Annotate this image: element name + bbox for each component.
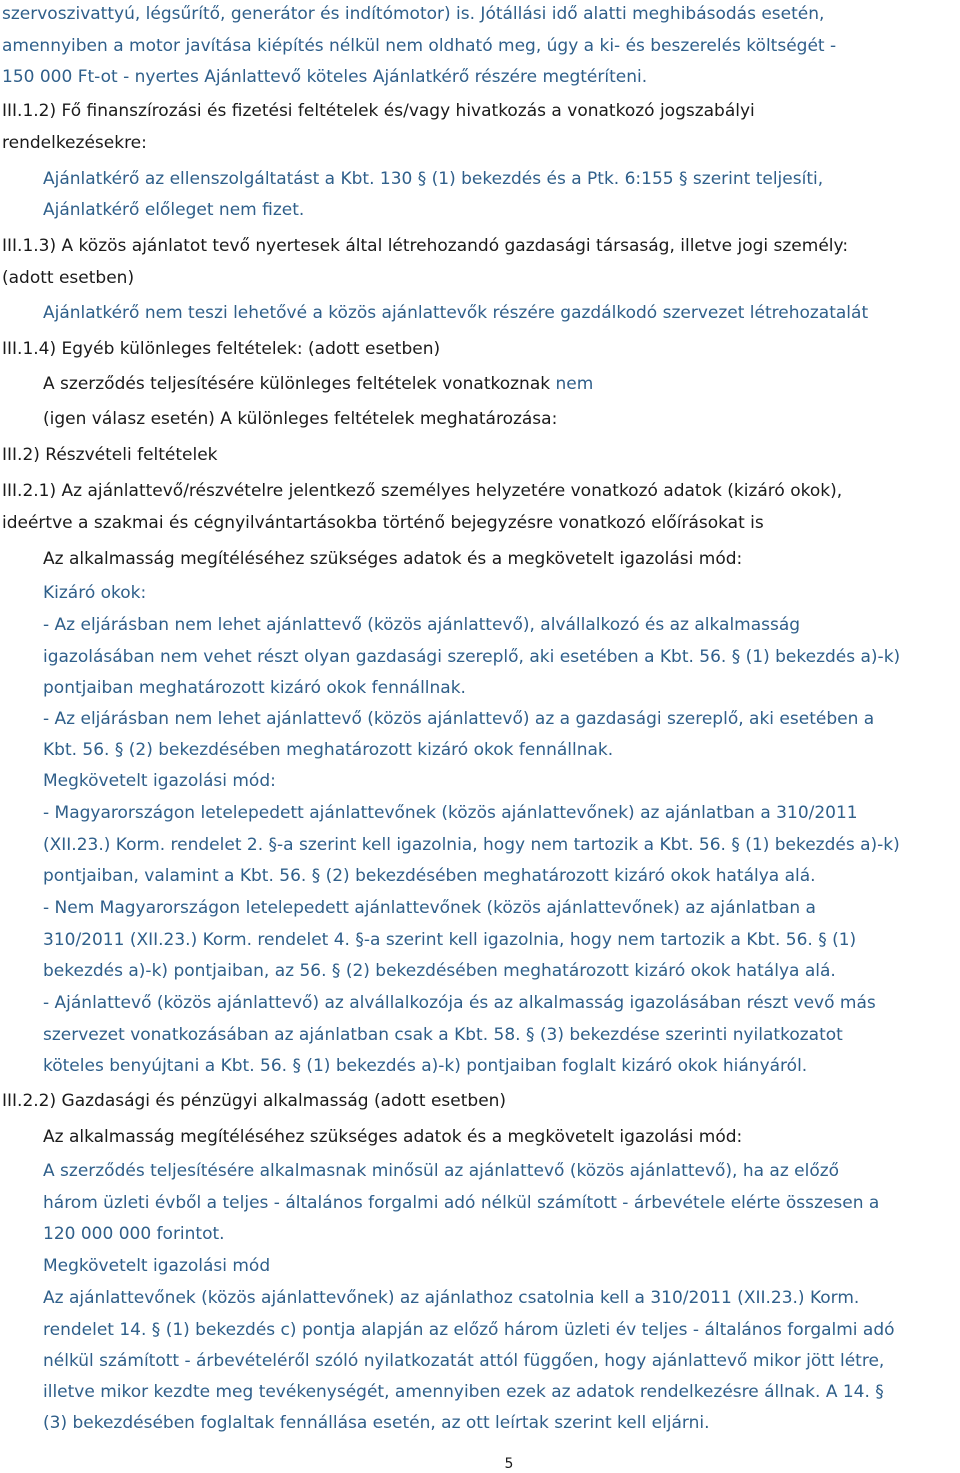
section-body-line: Az ajánlattevőnek (közös ajánlattevőnek) az ajánlathoz csatolnia kell a 310/2011 (XII.23.) Korm.: [43, 1288, 860, 1308]
section-heading: III.1.3) A közös ajánlatot tevő nyertesek által létrehozandó gazdasági társaság, illetve jogi személy:: [2, 236, 849, 256]
subsection-heading: Az alkalmasság megítéléséhez szükséges adatok és a megkövetelt igazolási mód:: [43, 1127, 743, 1147]
section-heading: ideértve a szakmai és cégnyilvántartásokba történő bejegyzésre vonatkozó előírásokat is: [2, 513, 764, 533]
section-body-line: - Ajánlattevő (közös ajánlattevő) az alvállalkozója és az alkalmasság igazolásában részt vevő más: [43, 993, 876, 1013]
page-number: 5: [504, 1456, 514, 1472]
subsection-heading: Az alkalmasság megítéléséhez szükséges adatok és a megkövetelt igazolási mód:: [43, 549, 743, 569]
section-heading: III.2.2) Gazdasági és pénzügyi alkalmasság (adott esetben): [2, 1091, 507, 1111]
section-body-line: (XII.23.) Korm. rendelet 2. §-a szerint kell igazolnia, hogy nem tartozik a Kbt. 56. § (1) bekezdés a)-k): [43, 835, 900, 855]
section-body-line: Ajánlatkérő az ellenszolgáltatást a Kbt. 130 § (1) bekezdés és a Ptk. 6:155 § szerint teljesíti,: [43, 169, 824, 189]
section-body-line: Ajánlatkérő nem teszi lehetővé a közös ajánlattevők részére gazdálkodó szervezet létrehozatalát: [43, 303, 869, 323]
section-heading: III.2) Részvételi feltételek: [2, 445, 218, 465]
section-heading: III.2.1) Az ajánlattevő/részvételre jelentkező személyes helyzetére vonatkozó adatok (kizáró okok),: [2, 481, 843, 501]
section-body-line: rendelet 14. § (1) bekezdés c) pontja alapján az előző három üzleti év teljes - általános forgalmi adó: [43, 1320, 895, 1340]
section-body-line: - Az eljárásban nem lehet ajánlattevő (közös ajánlattevő) az a gazdasági szereplő, aki esetében a: [43, 709, 875, 729]
section-body-line: három üzleti évből a teljes - általános forgalmi adó nélkül számított - árbevétele elérte összesen a: [43, 1193, 880, 1213]
section-body-line: szervezet vonatkozásában az ajánlatban csak a Kbt. 58. § (3) bekezdése szerinti nyilatkozatot: [43, 1025, 843, 1045]
special-conditions-definition: (igen válasz esetén) A különleges feltételek meghatározása:: [43, 409, 558, 429]
section-body-line: köteles benyújtani a Kbt. 56. § (1) bekezdés a)-k) pontjaiban foglalt kizáró okok hiányáról.: [43, 1056, 808, 1076]
section-body-line: - Magyarországon letelepedett ajánlattevőnek (közös ajánlattevőnek) az ajánlatban a 310/2011: [43, 803, 858, 823]
intro-line: amennyiben a motor javítása kiépítés nélkül nem oldható meg, úgy a ki- és beszerelés költségét -: [2, 36, 837, 56]
special-conditions-line: [43, 371, 593, 397]
section-body-line: igazolásában nem vehet részt olyan gazdasági szereplő, aki esetében a Kbt. 56. § (1) bekezdés a)-k): [43, 647, 901, 667]
section-body-line: 120 000 000 forintot.: [43, 1224, 225, 1244]
special-conditions-value: nem: [555, 374, 594, 394]
section-body-line: illetve mikor kezdte meg tevékenységét, amennyiben ezek az adatok rendelkezésre állnak. A 14. §: [43, 1382, 884, 1402]
section-body-line: - Nem Magyarországon letelepedett ajánlattevőnek (közös ajánlattevőnek) az ajánlatban a: [43, 898, 816, 918]
section-body-line: bekezdés a)-k) pontjaiban, az 56. § (2) bekezdésében meghatározott kizáró okok hatálya alá.: [43, 961, 836, 981]
special-conditions-label: A szerződés teljesítésére különleges feltételek vonatkoznak: [43, 374, 551, 394]
section-heading: rendelkezésekre:: [2, 133, 147, 153]
intro-line: 150 000 Ft-ot - nyertes Ajánlattevő köteles Ajánlatkérő részére megtéríteni.: [2, 67, 648, 87]
section-body-line: 310/2011 (XII.23.) Korm. rendelet 4. §-a szerint kell igazolnia, hogy nem tartozik a Kbt. 56. § (1): [43, 930, 857, 950]
section-body-line: Ajánlatkérő előleget nem fizet.: [43, 200, 305, 220]
section-body-line: nélkül számított - árbevételéről szóló nyilatkozatát attól függően, hogy ajánlattevő mikor jött létre,: [43, 1351, 885, 1371]
section-body-line: pontjaiban meghatározott kizáró okok fennállnak.: [43, 678, 466, 698]
section-body-line: - Az eljárásban nem lehet ajánlattevő (közös ajánlattevő), alvállalkozó és az alkalmasság: [43, 615, 801, 635]
section-body-line: Megkövetelt igazolási mód: [43, 1256, 271, 1276]
section-body-line: Kbt. 56. § (2) bekezdésében meghatározott kizáró okok fennállnak.: [43, 740, 614, 760]
section-body-line: Kizáró okok:: [43, 583, 147, 603]
section-heading: III.1.4) Egyéb különleges feltételek: (adott esetben): [2, 339, 441, 359]
section-body-line: (3) bekezdésében foglaltak fennállása esetén, az ott leírtak szerint kell eljárni.: [43, 1413, 710, 1433]
section-body-line: A szerződés teljesítésére alkalmasnak minősül az ajánlattevő (közös ajánlattevő), ha az előző: [43, 1161, 840, 1181]
section-heading: (adott esetben): [2, 268, 135, 288]
section-body-line: Megkövetelt igazolási mód:: [43, 771, 276, 791]
section-heading: III.1.2) Fő finanszírozási és fizetési feltételek és/vagy hivatkozás a vonatkozó jogszabályi: [2, 101, 755, 121]
intro-line: szervoszivattyú, légsűrítő, generátor és indítómotor) is. Jótállási idő alatti meghibásodás esetén,: [2, 4, 825, 24]
section-body-line: pontjaiban, valamint a Kbt. 56. § (2) bekezdésében meghatározott kizáró okok hatálya alá.: [43, 866, 816, 886]
